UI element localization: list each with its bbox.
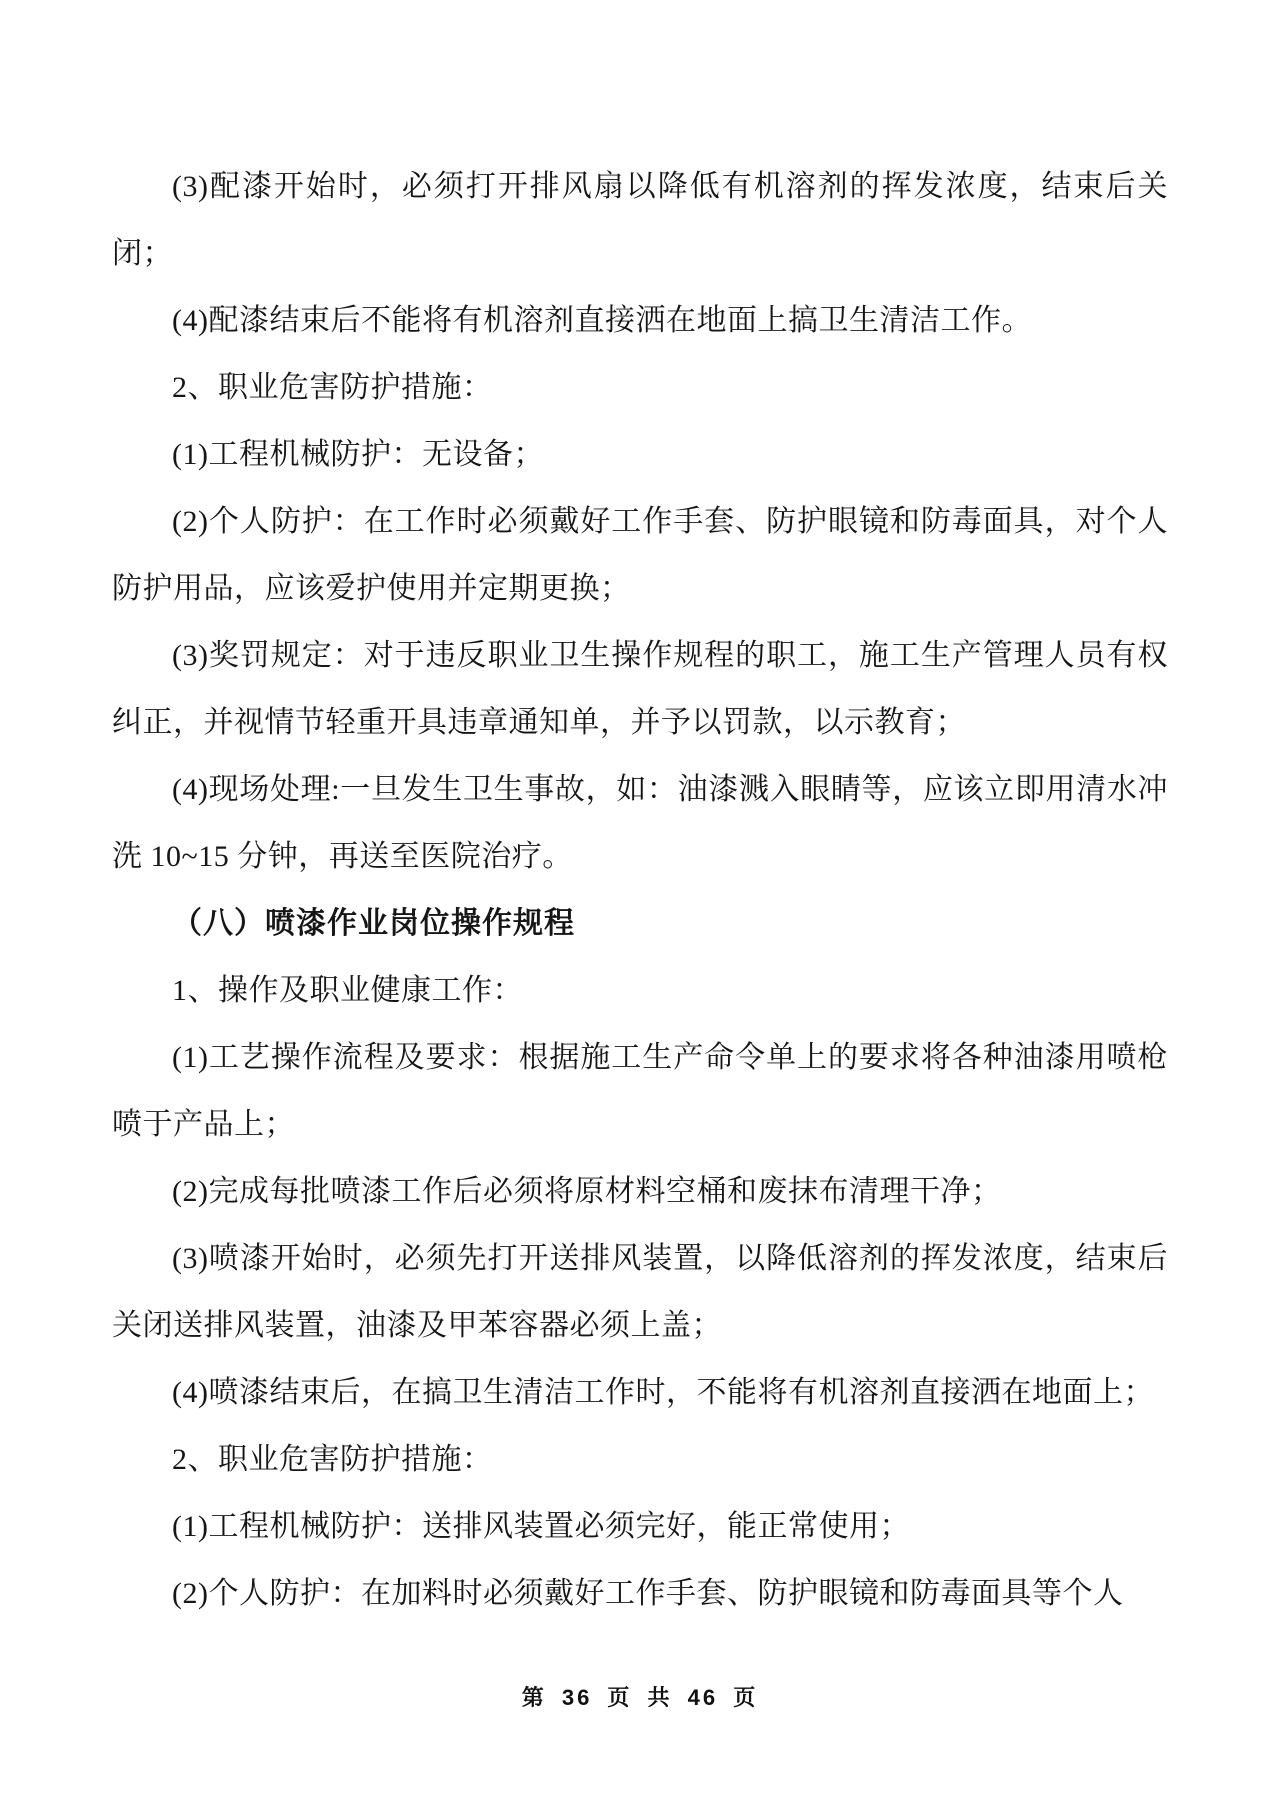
paragraph: 2、职业危害防护措施： [172,1443,493,1476]
paragraph: 1、操作及职业健康工作： [172,974,523,1007]
paragraph: (1)工程机械防护：无设备； [172,438,544,471]
paragraph: (4)配漆结束后不能将有机溶剂直接洒在地面上搞卫生清洁工作。 [172,304,1032,337]
document-body [112,153,1168,1627]
paragraph: (4)喷漆结束后，在搞卫生清洁工作时，不能将有机溶剂直接洒在地面上； [172,1376,1154,1409]
paragraph: (1)工艺操作流程及要求：根据施工生产命令单上的要求将各种油漆用喷枪喷于产品上； [112,1041,1168,1141]
paragraph: (3)奖罚规定：对于违反职业卫生操作规程的职工，施工生产管理人员有权纠正，并视情节轻重开具违章通知单，并予以罚款，以示教育； [112,639,1168,739]
paragraph: 2、职业危害防护措施： [172,371,493,404]
page-footer [0,1681,1280,1712]
paragraph: (2)个人防护：在工作时必须戴好工作手套、防护眼镜和防毒面具，对个人防护用品，应该爱护使用并定期更换； [112,505,1168,605]
page-number-label: 第 36 页 共 46 页 [521,1685,759,1710]
paragraph: (3)配漆开始时，必须打开排风扇以降低有机溶剂的挥发浓度，结束后关闭； [112,170,1168,270]
paragraph: (2)个人防护：在加料时必须戴好工作手套、防护眼镜和防毒面具等个人 [172,1577,1124,1610]
paragraph: (4)现场处理:一旦发生卫生事故，如：油漆溅入眼睛等，应该立即用清水冲洗 10~15 分钟，再送至医院治疗。 [112,773,1168,873]
paragraph: (1)工程机械防护：送排风装置必须完好，能正常使用； [172,1510,910,1543]
paragraph: (3)喷漆开始时，必须先打开送排风装置，以降低溶剂的挥发浓度，结束后关闭送排风装置，油漆及甲苯容器必须上盖； [112,1242,1168,1342]
section-heading: （八）喷漆作业岗位操作规程 [172,907,575,940]
paragraph: (2)完成每批喷漆工作后必须将原材料空桶和废抹布清理干净； [172,1175,1002,1208]
